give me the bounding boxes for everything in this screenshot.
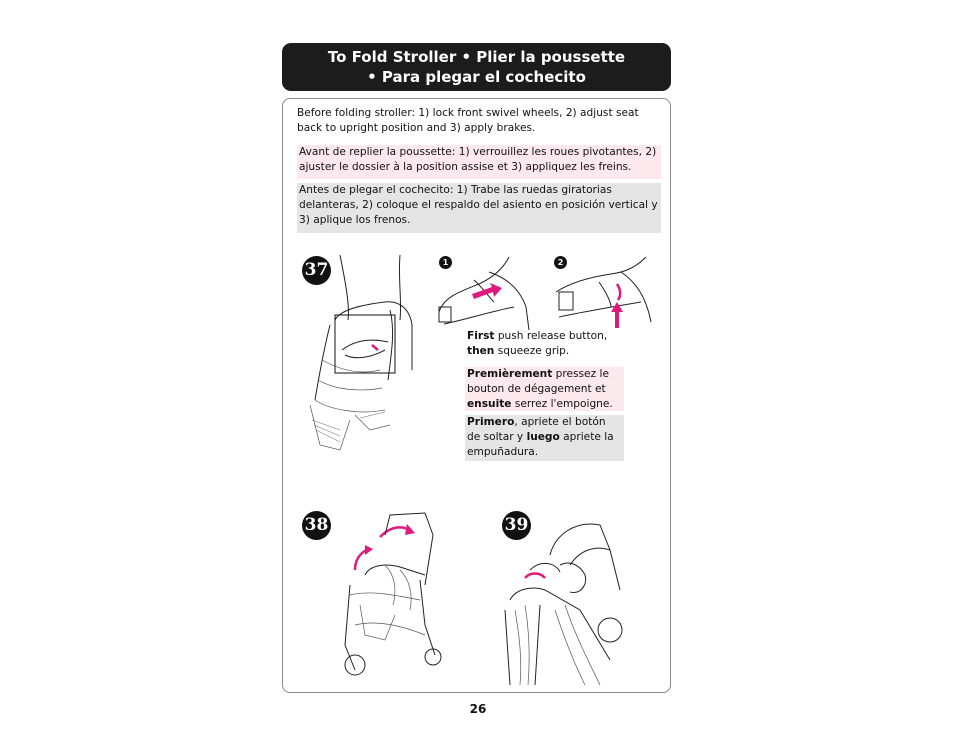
detail-1-badge: 1 xyxy=(439,256,452,269)
caption-spanish xyxy=(465,415,624,461)
detail-2-badge: 2 xyxy=(554,256,567,269)
caption-es-text-1: , apriete el botón de soltar y xyxy=(467,416,606,443)
intro-spanish: Antes de plegar el cochecito: 1) Trabe las ruedas giratorias delanteras, 2) coloque el respaldo del asiento en posición vertical y 3) aplique los frenos. xyxy=(297,183,661,233)
caption-en-first: First xyxy=(467,330,495,342)
caption-en-then: then xyxy=(467,345,495,357)
detail-2-illustration xyxy=(551,252,661,332)
caption-es-then: luego xyxy=(526,431,560,443)
caption-fr-first: Premièrement xyxy=(467,368,553,380)
step-38-badge: 38 xyxy=(302,511,331,540)
title-line-1: To Fold Stroller • Plier la poussette xyxy=(327,48,626,66)
caption-es-text-2: apriete la empuñadura. xyxy=(467,431,614,458)
caption-fr-text-2: serrez l'empoigne. xyxy=(511,398,613,410)
caption-fr-then: ensuite xyxy=(467,398,512,410)
caption-es-first: Primero xyxy=(467,416,515,428)
caption-fr-text-1: pressez le bouton de dégagement et xyxy=(467,368,609,395)
caption-en-text-2: squeeze grip. xyxy=(494,345,570,357)
page-title xyxy=(282,43,671,91)
caption-french xyxy=(465,367,624,411)
step-39-badge: 39 xyxy=(502,511,531,540)
step-37-badge: 37 xyxy=(302,256,331,285)
intro-french: Avant de replier la poussette: 1) verrouillez les roues pivotantes, 2) ajuster le dossier à la position assise et 3) appliquez les freins. xyxy=(297,145,661,179)
intro-english: Before folding stroller: 1) lock front swivel wheels, 2) adjust seat back to upright position and 3) apply brakes. xyxy=(297,107,639,134)
caption-en-text-1: push release button, xyxy=(494,330,608,342)
title-line-2: • Para plegar el cochecito xyxy=(367,68,586,86)
step-38-illustration xyxy=(325,505,455,685)
page-number: 26 xyxy=(469,702,487,716)
caption-english xyxy=(467,329,623,359)
